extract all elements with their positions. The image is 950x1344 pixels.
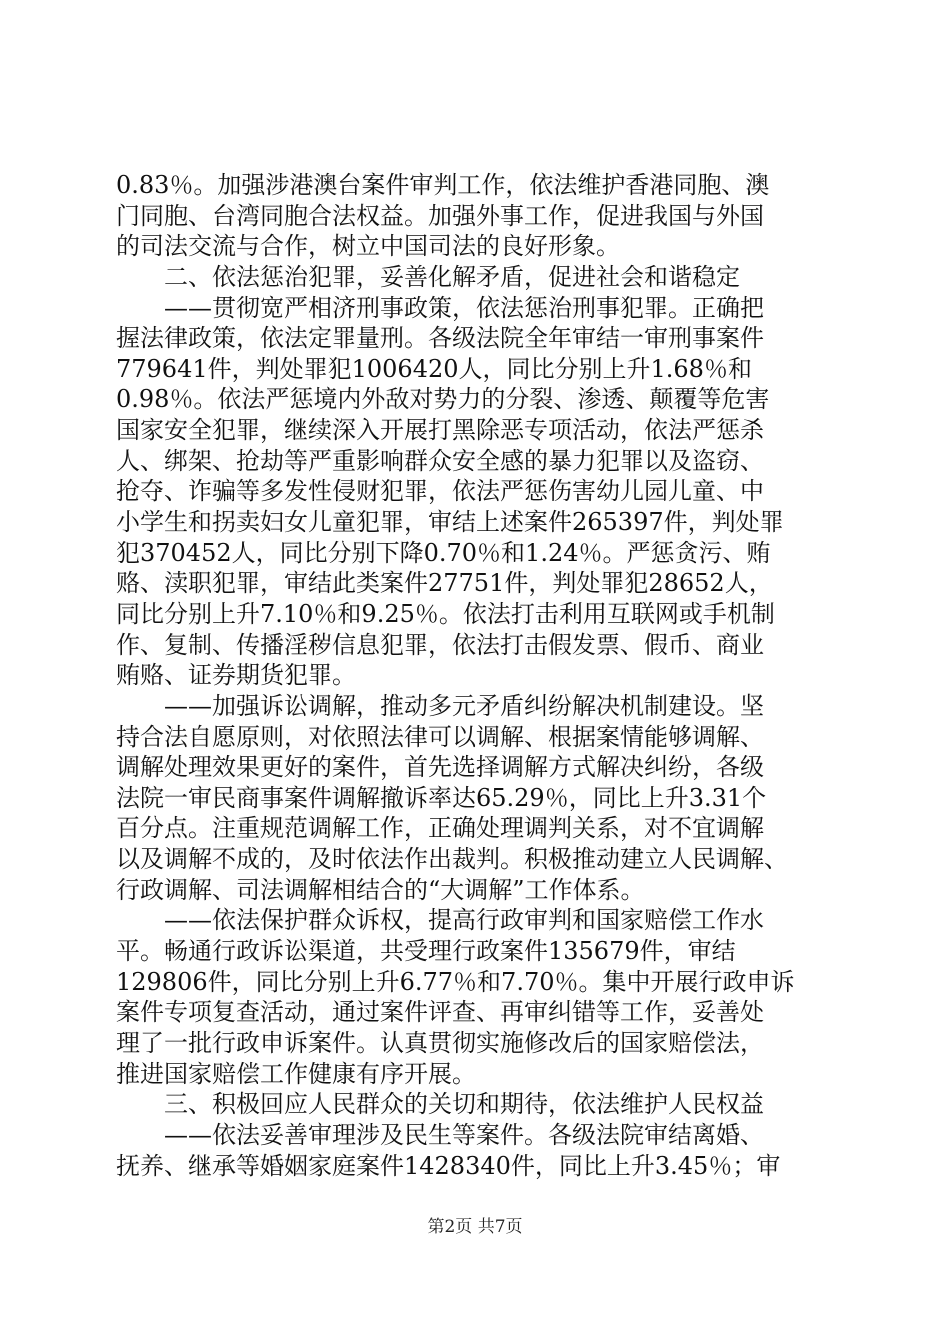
text-line: 二、依法惩治犯罪，妥善化解矛盾，促进社会和谐稳定: [116, 262, 740, 291]
text-line: 平。畅通行政诉讼渠道，共受理行政案件135679件，审结: [116, 937, 736, 966]
text-line: 人、绑架、抢劫等严重影响群众安全感的暴力犯罪以及盗窃、: [116, 446, 764, 475]
text-line: 129806件，同比分别上升6.77％和7.70％。集中开展行政申诉: [116, 967, 795, 996]
text-line: 的司法交流与合作，树立中国司法的良好形象。: [116, 232, 620, 261]
text-line: 同比分别上升7.10％和9.25％。依法打击利用互联网或手机制: [116, 599, 775, 628]
text-line: 法院一审民商事案件调解撤诉率达65.29％，同比上升3.31个: [116, 783, 767, 812]
text-line: 抢夺、诈骗等多发性侵财犯罪，依法严惩伤害幼儿园儿童、中: [116, 477, 764, 506]
text-line: ——贯彻宽严相济刑事政策，依法惩治刑事犯罪。正确把: [116, 293, 764, 322]
text-line: 理了一批行政申诉案件。认真贯彻实施修改后的国家赔偿法，: [116, 1028, 764, 1057]
text-line: 三、积极回应人民群众的关切和期待，依法维护人民权益: [116, 1090, 764, 1119]
text-line: 抚养、继承等婚姻家庭案件1428340件，同比上升3.45％；审: [116, 1151, 781, 1180]
text-line: 门同胞、台湾同胞合法权益。加强外事工作，促进我国与外国: [116, 201, 764, 230]
text-line: 百分点。注重规范调解工作，正确处理调判关系，对不宜调解: [116, 814, 764, 843]
text-line: 贿赂、证券期货犯罪。: [116, 661, 356, 690]
text-line: 0.98％。依法严惩境内外敌对势力的分裂、渗透、颠覆等危害: [116, 385, 770, 414]
text-line: 握法律政策，依法定罪量刑。各级法院全年审结一审刑事案件: [116, 324, 764, 353]
text-line: 国家安全犯罪，继续深入开展打黑除恶专项活动，依法严惩杀: [116, 416, 764, 445]
text-line: ——加强诉讼调解，推动多元矛盾纠纷解决机制建设。坚: [116, 691, 764, 720]
text-line: 0.83％。加强涉港澳台案件审判工作，依法维护香港同胞、澳: [116, 171, 770, 199]
text-line: 小学生和拐卖妇女儿童犯罪，审结上述案件265397件，判处罪: [116, 508, 784, 537]
text-line: 以及调解不成的，及时依法作出裁判。积极推动建立人民调解、: [116, 845, 788, 874]
text-line: 案件专项复查活动，通过案件评查、再审纠错等工作，妥善处: [116, 998, 764, 1027]
text-line: 持合法自愿原则，对依照法律可以调解、根据案情能够调解、: [116, 722, 764, 751]
text-line: 推进国家赔偿工作健康有序开展。: [116, 1059, 476, 1088]
text-line: 作、复制、传播淫秽信息犯罪，依法打击假发票、假币、商业: [116, 630, 764, 659]
page-footer: 第2页 共7页: [427, 1217, 523, 1237]
text-line: ——依法保护群众诉权，提高行政审判和国家赔偿工作水: [116, 906, 764, 935]
text-line: 行政调解、司法调解相结合的“大调解”工作体系。: [116, 875, 645, 904]
text-line: 调解处理效果更好的案件，首先选择调解方式解决纠纷，各级: [116, 753, 764, 782]
text-line: ——依法妥善审理涉及民生等案件。各级法院审结离婚、: [116, 1120, 764, 1149]
text-line: 赂、渎职犯罪，审结此类案件27751件，判处罪犯28652人，: [116, 569, 773, 598]
document-body: [116, 170, 836, 1181]
text-line: 779641件，判处罪犯1006420人，同比分别上升1.68％和: [116, 354, 752, 383]
text-line: 犯370452人，同比分别下降0.70％和1.24％。严惩贪污、贿: [116, 538, 771, 567]
